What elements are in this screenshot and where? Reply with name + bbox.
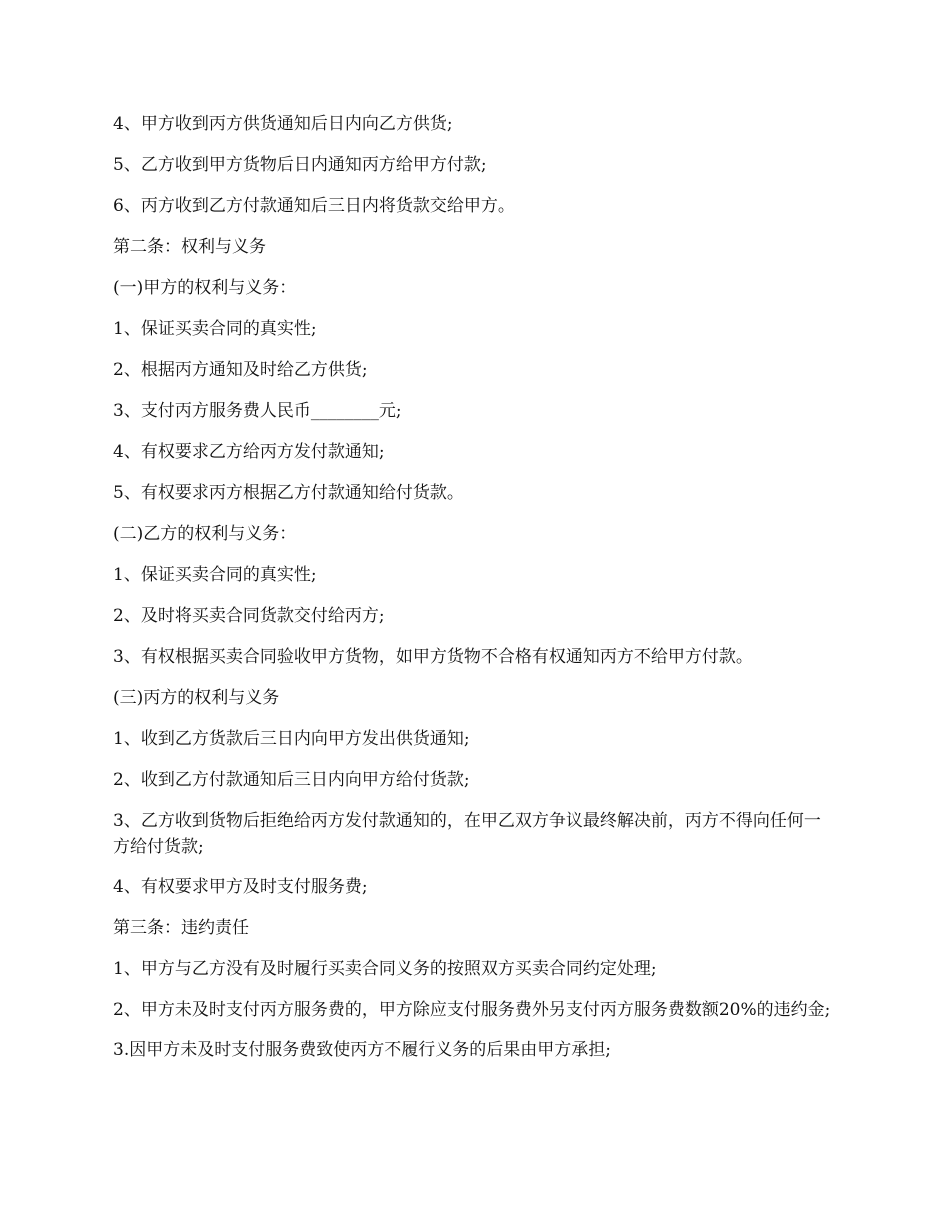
paragraph-13: 2、及时将买卖合同货款交付给丙方; xyxy=(113,606,385,626)
section-heading-liability: 第三条：违约责任 xyxy=(113,918,249,938)
paragraph-1: 4、甲方收到丙方供货通知后日内向乙方供货; xyxy=(113,114,453,134)
paragraph-2: 5、乙方收到甲方货物后日内通知丙方给甲方付款; xyxy=(113,155,487,175)
paragraph-12: 1、保证买卖合同的真实性; xyxy=(113,565,317,585)
paragraph-16: 1、收到乙方货款后三日内向甲方发出供货通知; xyxy=(113,729,470,749)
paragraph-21: 1、甲方与乙方没有及时履行买卖合同义务的按照双方买卖合同约定处理; xyxy=(113,959,657,979)
subsection-heading-party-c: (三)丙方的权利与义务 xyxy=(113,688,280,708)
paragraph-19: 4、有权要求甲方及时支付服务费; xyxy=(113,877,368,897)
section-heading-rights-obligations: 第二条：权利与义务 xyxy=(113,237,266,257)
subsection-heading-party-b: (二)乙方的权利与义务： xyxy=(113,524,297,544)
paragraph-22: 2、甲方未及时支付丙方服务费的，甲方除应支付服务费外另支付丙方服务费数额20%的违约金; xyxy=(113,1000,831,1020)
subsection-heading-party-a: (一)甲方的权利与义务： xyxy=(113,278,297,298)
paragraph-3: 6、丙方收到乙方付款通知后三日内将货款交给甲方。 xyxy=(113,196,515,216)
paragraph-14: 3、有权根据买卖合同验收甲方货物，如甲方货物不合格有权通知丙方不给甲方付款。 xyxy=(113,647,753,667)
paragraph-18: 3、乙方收到货物后拒绝给丙方发付款通知的，在甲乙双方争议最终解决前，丙方不得向任何一方给付货款; xyxy=(113,811,821,857)
paragraph-8: 3、支付丙方服务费人民币________元; xyxy=(113,401,402,421)
paragraph-6: 1、保证买卖合同的真实性; xyxy=(113,319,317,339)
paragraph-9: 4、有权要求乙方给丙方发付款通知; xyxy=(113,442,385,462)
paragraph-7: 2、根据丙方通知及时给乙方供货; xyxy=(113,360,368,380)
paragraph-17: 2、收到乙方付款通知后三日内向甲方给付货款; xyxy=(113,770,470,790)
paragraph-10: 5、有权要求丙方根据乙方付款通知给付货款。 xyxy=(113,483,464,503)
paragraph-23: 3.因甲方未及时支付服务费致使丙方不履行义务的后果由甲方承担; xyxy=(113,1040,611,1060)
document-body xyxy=(113,111,835,1078)
